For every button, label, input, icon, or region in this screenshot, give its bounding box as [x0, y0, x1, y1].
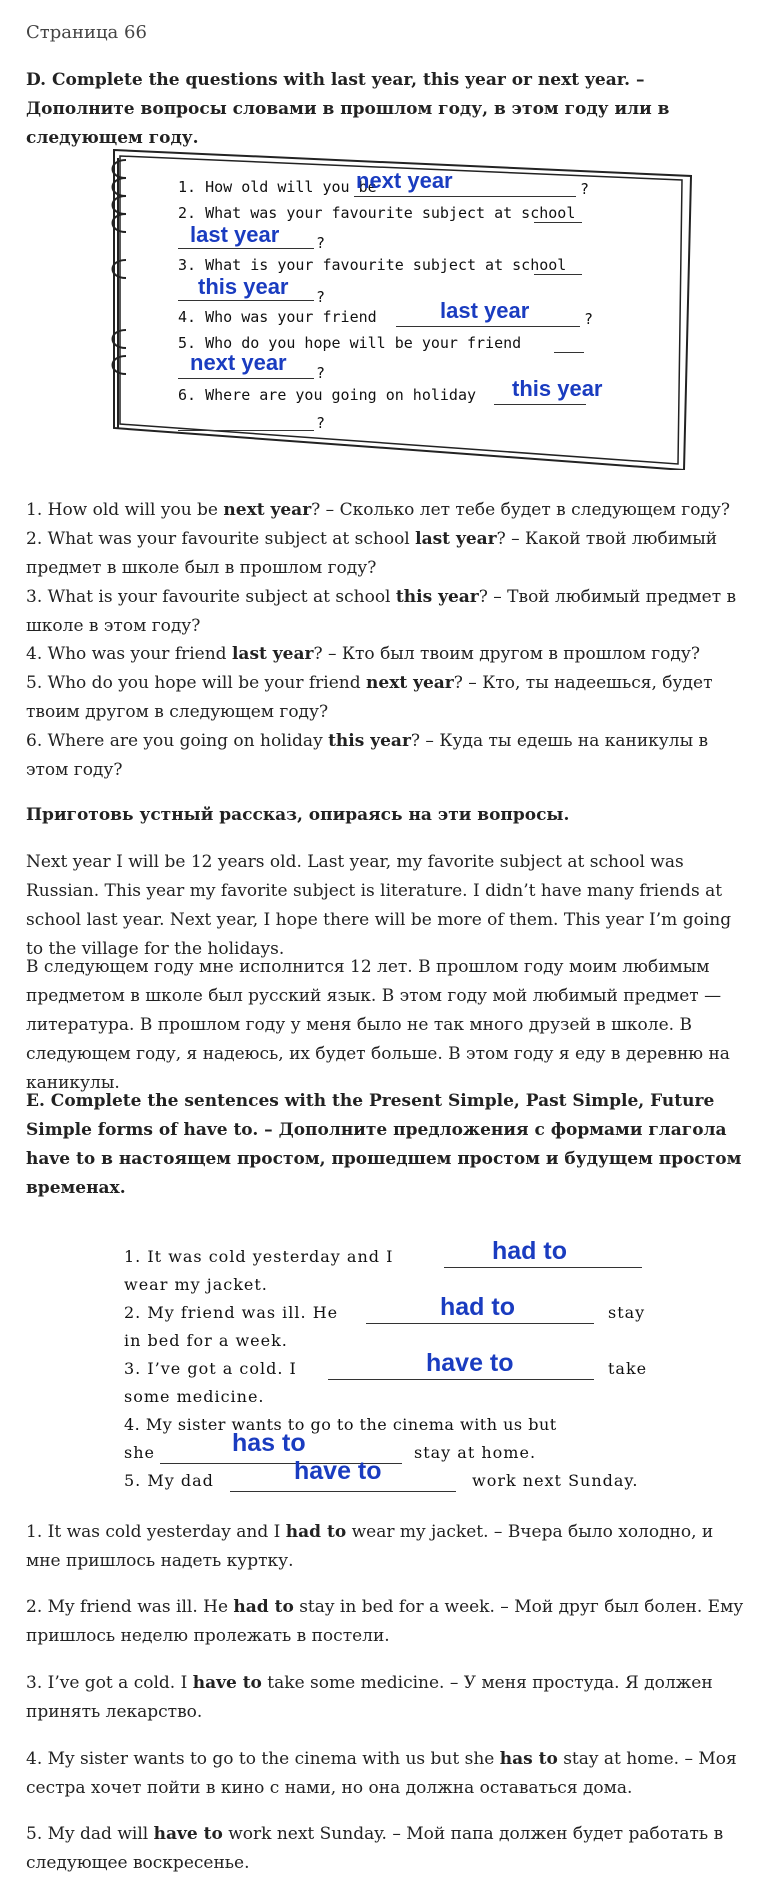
- e-blank-2: [366, 1323, 594, 1324]
- q6-blank-a: [494, 404, 586, 405]
- d-answer-6: 6. Where are you going on holiday this year? – Куда ты едешь на каникулы в этом году?: [26, 731, 709, 780]
- q6-answer: this year: [512, 376, 603, 401]
- q2-text: 2. What was your favourite subject at school: [178, 204, 576, 222]
- section-d-heading: D. Complete the questions with last year, this year or next year. – Дополните вопросы словами в прошлом году, в этом году или в следующем году.: [26, 70, 670, 148]
- exercise-e-illustration: [96, 1225, 662, 1495]
- e-line-4b: she: [124, 1443, 155, 1462]
- e-line-1b: wear my jacket.: [124, 1275, 268, 1294]
- e-line-4c: stay at home.: [414, 1443, 537, 1462]
- q5-blank-b: [178, 378, 314, 379]
- e-answer-1: had to: [492, 1237, 567, 1265]
- q1-end: ?: [580, 180, 590, 198]
- page-number: Страница 66: [26, 22, 147, 43]
- e-answer-4: has to: [232, 1429, 306, 1457]
- q3-answer: this year: [198, 274, 289, 299]
- q6-blank-b: [178, 430, 314, 431]
- e-answer-2: had to: [440, 1293, 515, 1321]
- e-line-2b: in bed for a week.: [124, 1331, 288, 1350]
- e-answer-line-3: 3. I’ve got a cold. I have to take some medicine. – У меня простуда. Я должен принять лекарство.: [26, 1673, 713, 1722]
- q2-answer: last year: [190, 222, 280, 247]
- e-blank-1: [444, 1267, 642, 1268]
- e-answer-5: have to: [294, 1457, 382, 1485]
- q1-text: 1. How old will you be: [178, 178, 377, 196]
- d-answer-3: 3. What is your favourite subject at school this year? – Твой любимый предмет в школе в этом году?: [26, 587, 737, 636]
- d-answer-2: 2. What was your favourite subject at school last year? – Какой твой любимый предмет в школе был в прошлом году?: [26, 529, 718, 578]
- e-answer-3: have to: [426, 1349, 514, 1377]
- q4-text: 4. Who was your friend: [178, 308, 377, 326]
- e-line-3b: some medicine.: [124, 1387, 265, 1406]
- q5-answer: next year: [190, 350, 287, 375]
- e-blank-5: [230, 1491, 456, 1492]
- q4-blank: [396, 326, 580, 327]
- notebook-illustration-d: [106, 138, 692, 470]
- e-line-3c: take: [608, 1359, 648, 1378]
- e-line-2a: 2. My friend was ill. He: [124, 1303, 339, 1322]
- e-answer-line-1: 1. It was cold yesterday and I had to wear my jacket. – Вчера было холодно, и мне пришлось надеть куртку.: [26, 1522, 714, 1571]
- q2-blank-b: [178, 248, 314, 249]
- q5-end: ?: [316, 364, 326, 382]
- e-blank-3: [328, 1379, 594, 1380]
- q1-answer: next year: [356, 168, 453, 193]
- q4-answer: last year: [440, 298, 530, 323]
- d-answer-4: 4. Who was your friend last year? – Кто был твоим другом в прошлом году?: [26, 644, 700, 664]
- e-answer-line-4: 4. My sister wants to go to the cinema with us but she has to stay at home. – Моя сестра хочет пойти в кино с нами, но она должна оставаться дома.: [26, 1749, 737, 1798]
- d-answer-1: 1. How old will you be next year? – Сколько лет тебе будет в следующем году?: [26, 500, 731, 520]
- e-answer-line-2: 2. My friend was ill. He had to stay in bed for a week. – Мой друг был болен. Ему пришлось неделю пролежать в постели.: [26, 1597, 744, 1646]
- e-line-5a: 5. My dad: [124, 1471, 214, 1490]
- q2-end: ?: [316, 234, 326, 252]
- q4-end: ?: [584, 310, 594, 328]
- q5-text: 5. Who do you hope will be your friend: [178, 334, 522, 352]
- q5-blank-a: [554, 352, 584, 353]
- e-line-3a: 3. I’ve got a cold. I: [124, 1359, 297, 1378]
- q6-text: 6. Where are you going on holiday: [178, 386, 477, 404]
- story-en: Next year I will be 12 years old. Last year, my favorite subject at school was Russian. This year my favorite subject is literature. I didn’t have many friends at school last year. Next year, I hope there will be more of them. This year I’m going to the village for the holidays.: [26, 852, 732, 959]
- task-heading: Приготовь устный рассказ, опираясь на эти вопросы.: [26, 805, 570, 825]
- section-e-heading: E. Complete the sentences with the Present Simple, Past Simple, Future Simple forms of have to. – Дополните предложения с формами глагола have to в настоящем простом, прошедшем простом и будущем простом временах.: [26, 1091, 742, 1198]
- q3-blank-b: [178, 300, 314, 301]
- q3-text: 3. What is your favourite subject at school: [178, 256, 567, 274]
- e-line-2c: stay: [608, 1303, 646, 1322]
- q1-blank: [354, 196, 576, 197]
- story-ru: В следующем году мне исполнится 12 лет. В прошлом году моим любимым предметом в школе был русский язык. В этом году мой любимый предмет — литература. В прошлом году у меня было не так много друзей в школе. В следующем году, я надеюсь, их будет больше. В этом году я еду в деревню на каникулы.: [26, 957, 730, 1093]
- e-line-4a: 4. My sister wants to go to the cinema with us but: [124, 1415, 557, 1434]
- e-line-1a: 1. It was cold yesterday and I: [124, 1247, 394, 1266]
- d-answer-5: 5. Who do you hope will be your friend next year? – Кто, ты надеешься, будет твоим другом в следующем году?: [26, 673, 713, 722]
- q3-blank-a: [534, 274, 582, 275]
- q2-blank-a: [534, 222, 582, 223]
- e-line-5c: work next Sunday.: [472, 1471, 639, 1490]
- e-answer-line-5: 5. My dad will have to work next Sunday. – Мой папа должен будет работать в следующее воскресенье.: [26, 1824, 724, 1873]
- q3-end: ?: [316, 288, 326, 306]
- q6-end: ?: [316, 414, 326, 432]
